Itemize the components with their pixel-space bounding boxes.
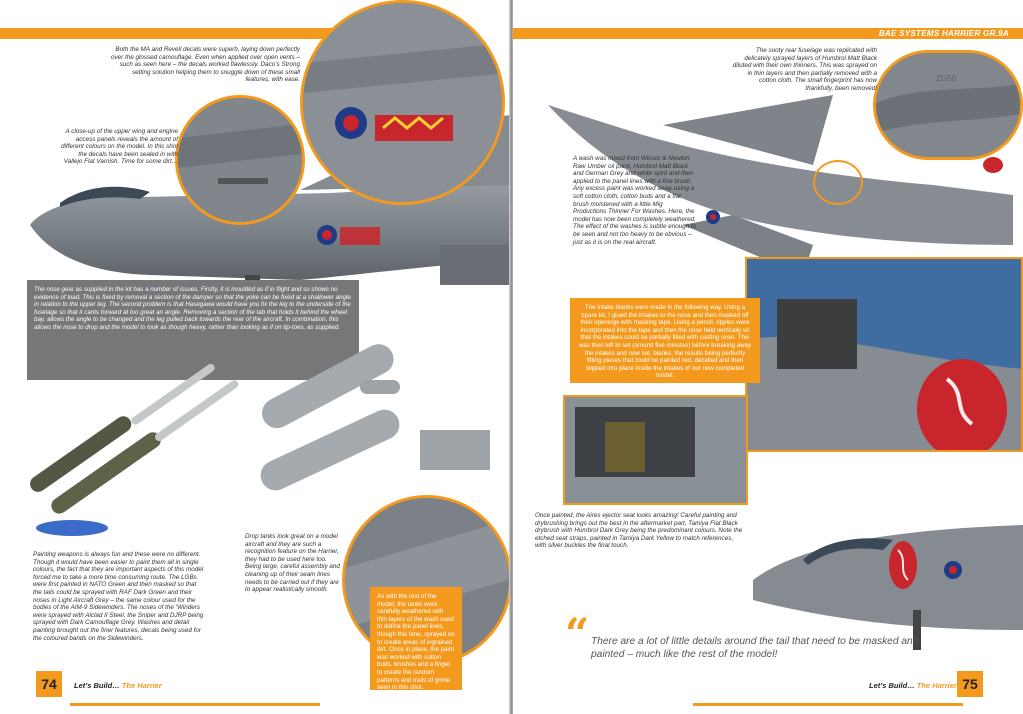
rear-fuselage-circle bbox=[873, 50, 1023, 160]
footer-subject-left: The Harrier bbox=[121, 681, 162, 690]
cockpit-photo bbox=[745, 257, 1023, 452]
footer-right bbox=[869, 681, 957, 690]
caption-weathering: As with the rest of the model, the tanks were carefully weathered with thin layers of the wash used to define the panel lines, though this time, sprayed on to create areas of ingrained dirt. Once in place, the paint was worked with cotton buds, brushes and a finger, to create the random patterns and trails of grime seen in this shot. bbox=[370, 587, 462, 690]
caption-wash: A wash was mixed from Winsor & Newton Raw Umber oil paint, Humbrol Matt Black and German Grey and white spirit and then applied to the panel lines with a fine brush. Any excess paint was worked away using a soft cotton cloth, cotton buds and a flat brush moistened with a little Mig Productions Thinner For Washes. Here, the model has now been completely weathered. The effect of the washes is subtle enough to be seen and not too heavy to be obvious – just as it is on the real aircraft. bbox=[573, 155, 697, 246]
footer-left bbox=[74, 681, 162, 690]
caption-droptanks: Drop tanks look great on a model aircraft and they are such a recognition feature on the Harrier, they had to be used here too. Being large, careful assembly and cleaning up of their seam lines needs to be carried out if they are to appear realistically smooth. bbox=[245, 533, 340, 594]
caption-closeup: A close-up of the upper wing and engine access panels reveals the amount of different colours on the model. In this shot the decals have been sealed in with Vallejo Flat Varnish. Time for some dirt… bbox=[61, 128, 178, 166]
footer-line-left bbox=[70, 703, 320, 706]
footer-line-right bbox=[693, 703, 963, 706]
caption-intakes: The intake blanks were made in the following way. Using a spare kit, I glued the intakes to the nose and then masked off their openings with masking tape. Using a pencil, ripples were incorporated into the tape and then the nose held vertically so that the intakes could be partially filled with casting resin. This was then left to set (around five minutes) before breaking away the intakes and now set, blanks, the results being perfectly fitting pieces that could be painted red, decalled and then slipped into place inside the intakes of our now completed model. bbox=[570, 298, 760, 383]
seat-photo bbox=[563, 395, 748, 505]
page-number-left: 74 bbox=[36, 671, 62, 697]
decal-closeup-circle bbox=[300, 0, 505, 205]
footer-prefix-right: Let’s Build… bbox=[869, 681, 915, 690]
footer-subject-right: The Harrier bbox=[916, 681, 957, 690]
serial-marking: ZG50 bbox=[936, 74, 957, 83]
caption-rear-fuselage: The sooty rear fuselage was replicated with delicately sprayed layers of Humbrol Matt Black diluted with their own thinners. This was sprayed on in thin layers and then partially removed with a cotton cloth. The small fingerprint has now thankfully, been removed! bbox=[732, 47, 877, 92]
left-page bbox=[0, 0, 510, 714]
engine-access-circle bbox=[175, 95, 305, 225]
caption-weapons: Painting weapons is always fun and these were no different. Though it would have been easier to paint them all in single colours, the fact that they are important aspects of this model forced me to take a more time consuming route. The LGBs were first painted in NATO Green and then masked so that the tails could be sprayed with RAF Dark Green and their noses in Light Aircraft Grey – the same colour used for the bodies of the AIM-9 Sidewinders. The noses of the ‘Winders were sprayed with Alclad II Steel, the Sniper and DJRP being sprayed with Dark Camouflage Grey. Washes and detail painting brought out the finer features, decals being used for the coloured bands on the Sidewinders. bbox=[33, 551, 204, 642]
footer-prefix-left: Let’s Build… bbox=[74, 681, 120, 690]
sooty-highlight-ring bbox=[813, 160, 863, 205]
right-page bbox=[513, 0, 1023, 714]
page-number-right: 75 bbox=[957, 671, 983, 697]
caption-nosegear: The nose gear as supplied in the kit has a number of issues. Firstly, it is moulded as if in flight and so shows no evidence of load. This is fixed by removal a section of the damper so that the yoke can be fixed at a shallower angle in relation to the upper leg. The second problem is that Hasegawa would have you fix the leg to the underside of the fuselage so that it cants forward at too great an angle. Removing a section of the tab that holds it behind the wheel bay, allows the angle to be changed and the leg pulled back towards the rear of the aircraft. In combination, this allows the nose to drop and the model to look as though heavy, rather than looking as if on tip-toes, as supplied. bbox=[27, 280, 359, 380]
caption-decals: Both the MA and Revell decals were superb, laying down perfectly over the glossed camouflage. Even when applied over open vents – such as seen here – the decals worked flawlessly. Daco’s Strong setting solution helping them to snuggle down of these small features, with ease. bbox=[110, 46, 300, 84]
quote-mark-icon: “ bbox=[565, 609, 590, 658]
pull-quote: There are a lot of little details around the tail that need to be masked and painted – much like the rest of the model! bbox=[591, 636, 919, 660]
page-title: BAE SYSTEMS HARRIER GR.9A bbox=[878, 29, 1009, 38]
caption-seat: Once painted, the Aires ejector seat looks amazing! Careful painting and drybrushing brings out the best in the aftermarket part, Tamiya Flat Black drybrush with Humbrol Dark Grey being the predominant colours. Note the etched seat straps, painted in Tamiya Dark Yellow to match references, with silver buckles the final touch. bbox=[535, 512, 743, 550]
